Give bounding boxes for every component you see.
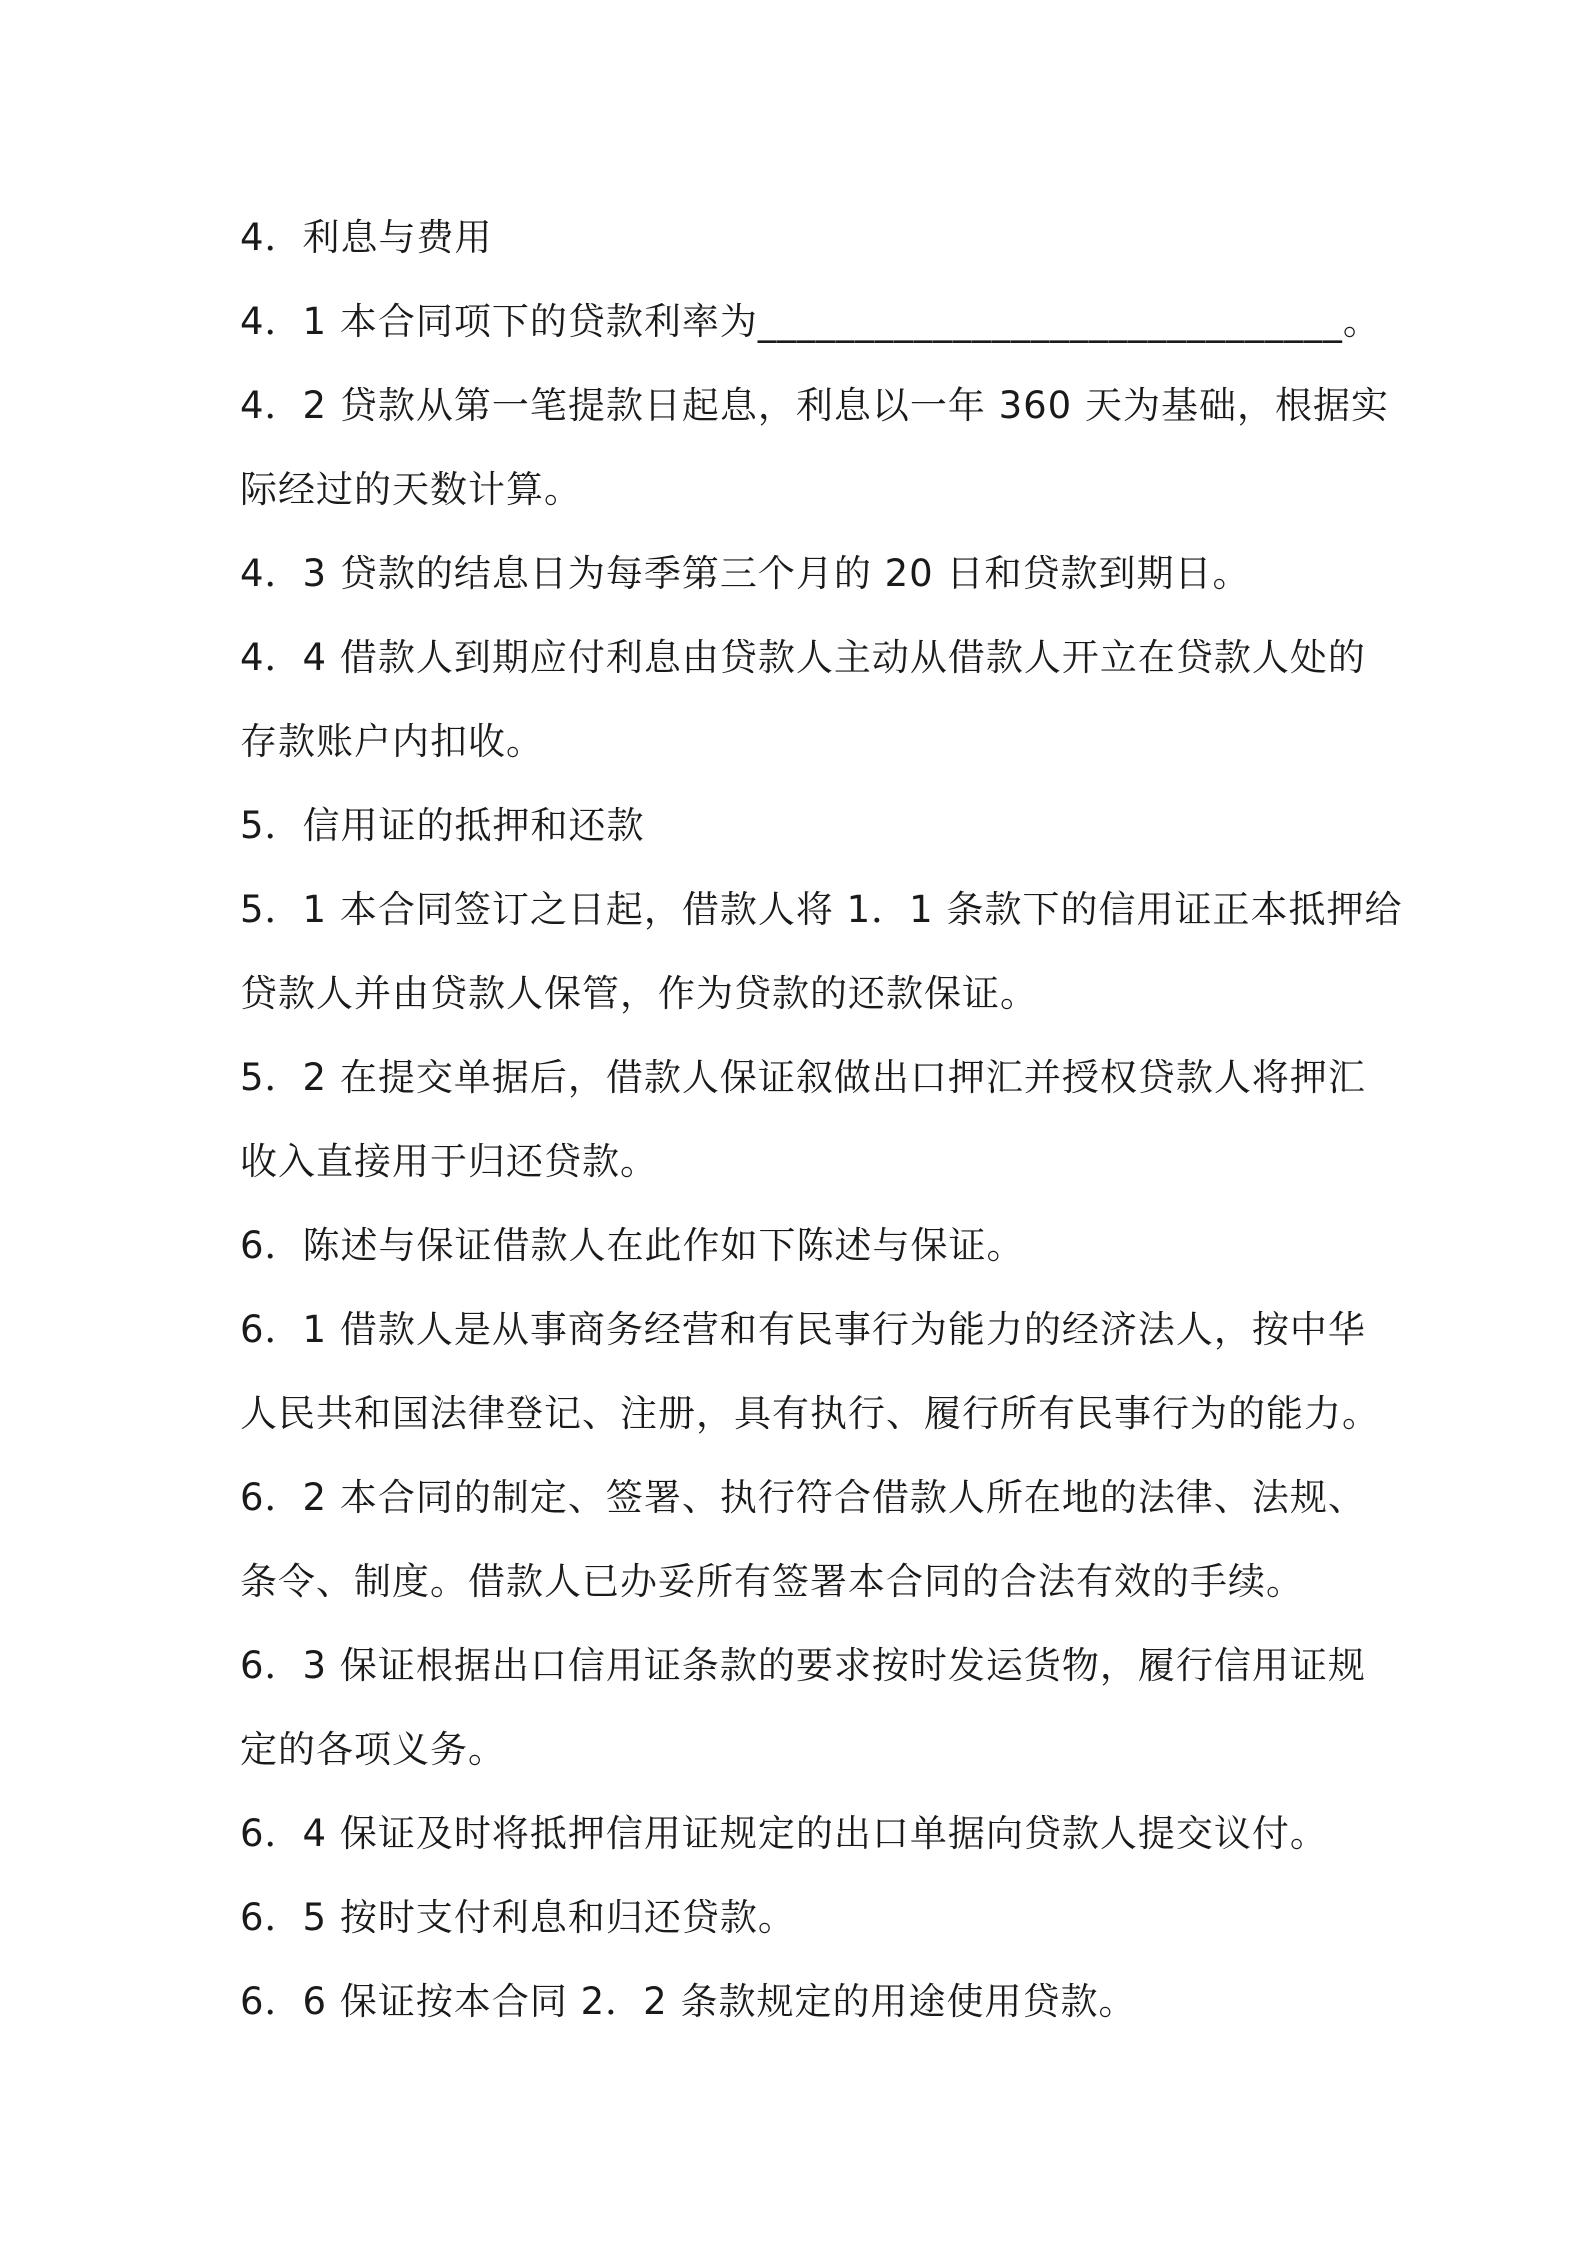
section-heading-5: 5．信用证的抵押和还款 [240,804,645,847]
clause-5-2: 5．2 在提交单据后，借款人保证叙做出口押汇并授权贷款人将押汇 [240,1056,1366,1099]
clause-6-3-cont: 定的各项义务。 [240,1728,506,1771]
clause-5-1: 5．1 本合同签订之日起，借款人将 1．1 条款下的信用证正本抵押给 [240,888,1403,931]
clause-6-2-cont: 条令、制度。借款人已办妥所有签署本合同的合法有效的手续。 [240,1560,1304,1603]
clause-6-1-cont: 人民共和国法律登记、注册，具有执行、履行所有民事行为的能力。 [240,1392,1380,1435]
clause-4-4-cont: 存款账户内扣收。 [240,720,544,763]
clause-6-1: 6．1 借款人是从事商务经营和有民事行为能力的经济法人，按中华 [240,1308,1366,1351]
clause-5-1-cont: 贷款人并由贷款人保管，作为贷款的还款保证。 [240,972,1038,1015]
clause-4-1: 4．1 本合同项下的贷款利率为______________________________。 [240,300,1381,343]
clause-4-2-cont: 际经过的天数计算。 [240,468,582,511]
clause-4-4: 4．4 借款人到期应付利息由贷款人主动从借款人开立在贷款人处的 [240,636,1366,679]
contract-text [240,196,1403,2044]
clause-5-2-cont: 收入直接用于归还贷款。 [240,1140,658,1183]
section-heading-4: 4．利息与费用 [240,216,493,259]
section-heading-6: 6．陈述与保证借款人在此作如下陈述与保证。 [240,1224,1025,1267]
clause-6-2: 6．2 本合同的制定、签署、执行符合借款人所在地的法律、法规、 [240,1476,1366,1519]
clause-6-4: 6．4 保证及时将抵押信用证规定的出口单据向贷款人提交议付。 [240,1812,1328,1855]
clause-6-6: 6．6 保证按本合同 2．2 条款规定的用途使用贷款。 [240,1980,1137,2023]
clause-4-2: 4．2 贷款从第一笔提款日起息，利息以一年 360 天为基础，根据实 [240,384,1389,427]
clause-4-3: 4．3 贷款的结息日为每季第三个月的 20 日和贷款到期日。 [240,552,1251,595]
clause-6-3: 6．3 保证根据出口信用证条款的要求按时发运货物，履行信用证规 [240,1644,1366,1687]
clause-6-5: 6．5 按时支付利息和归还贷款。 [240,1896,796,1939]
